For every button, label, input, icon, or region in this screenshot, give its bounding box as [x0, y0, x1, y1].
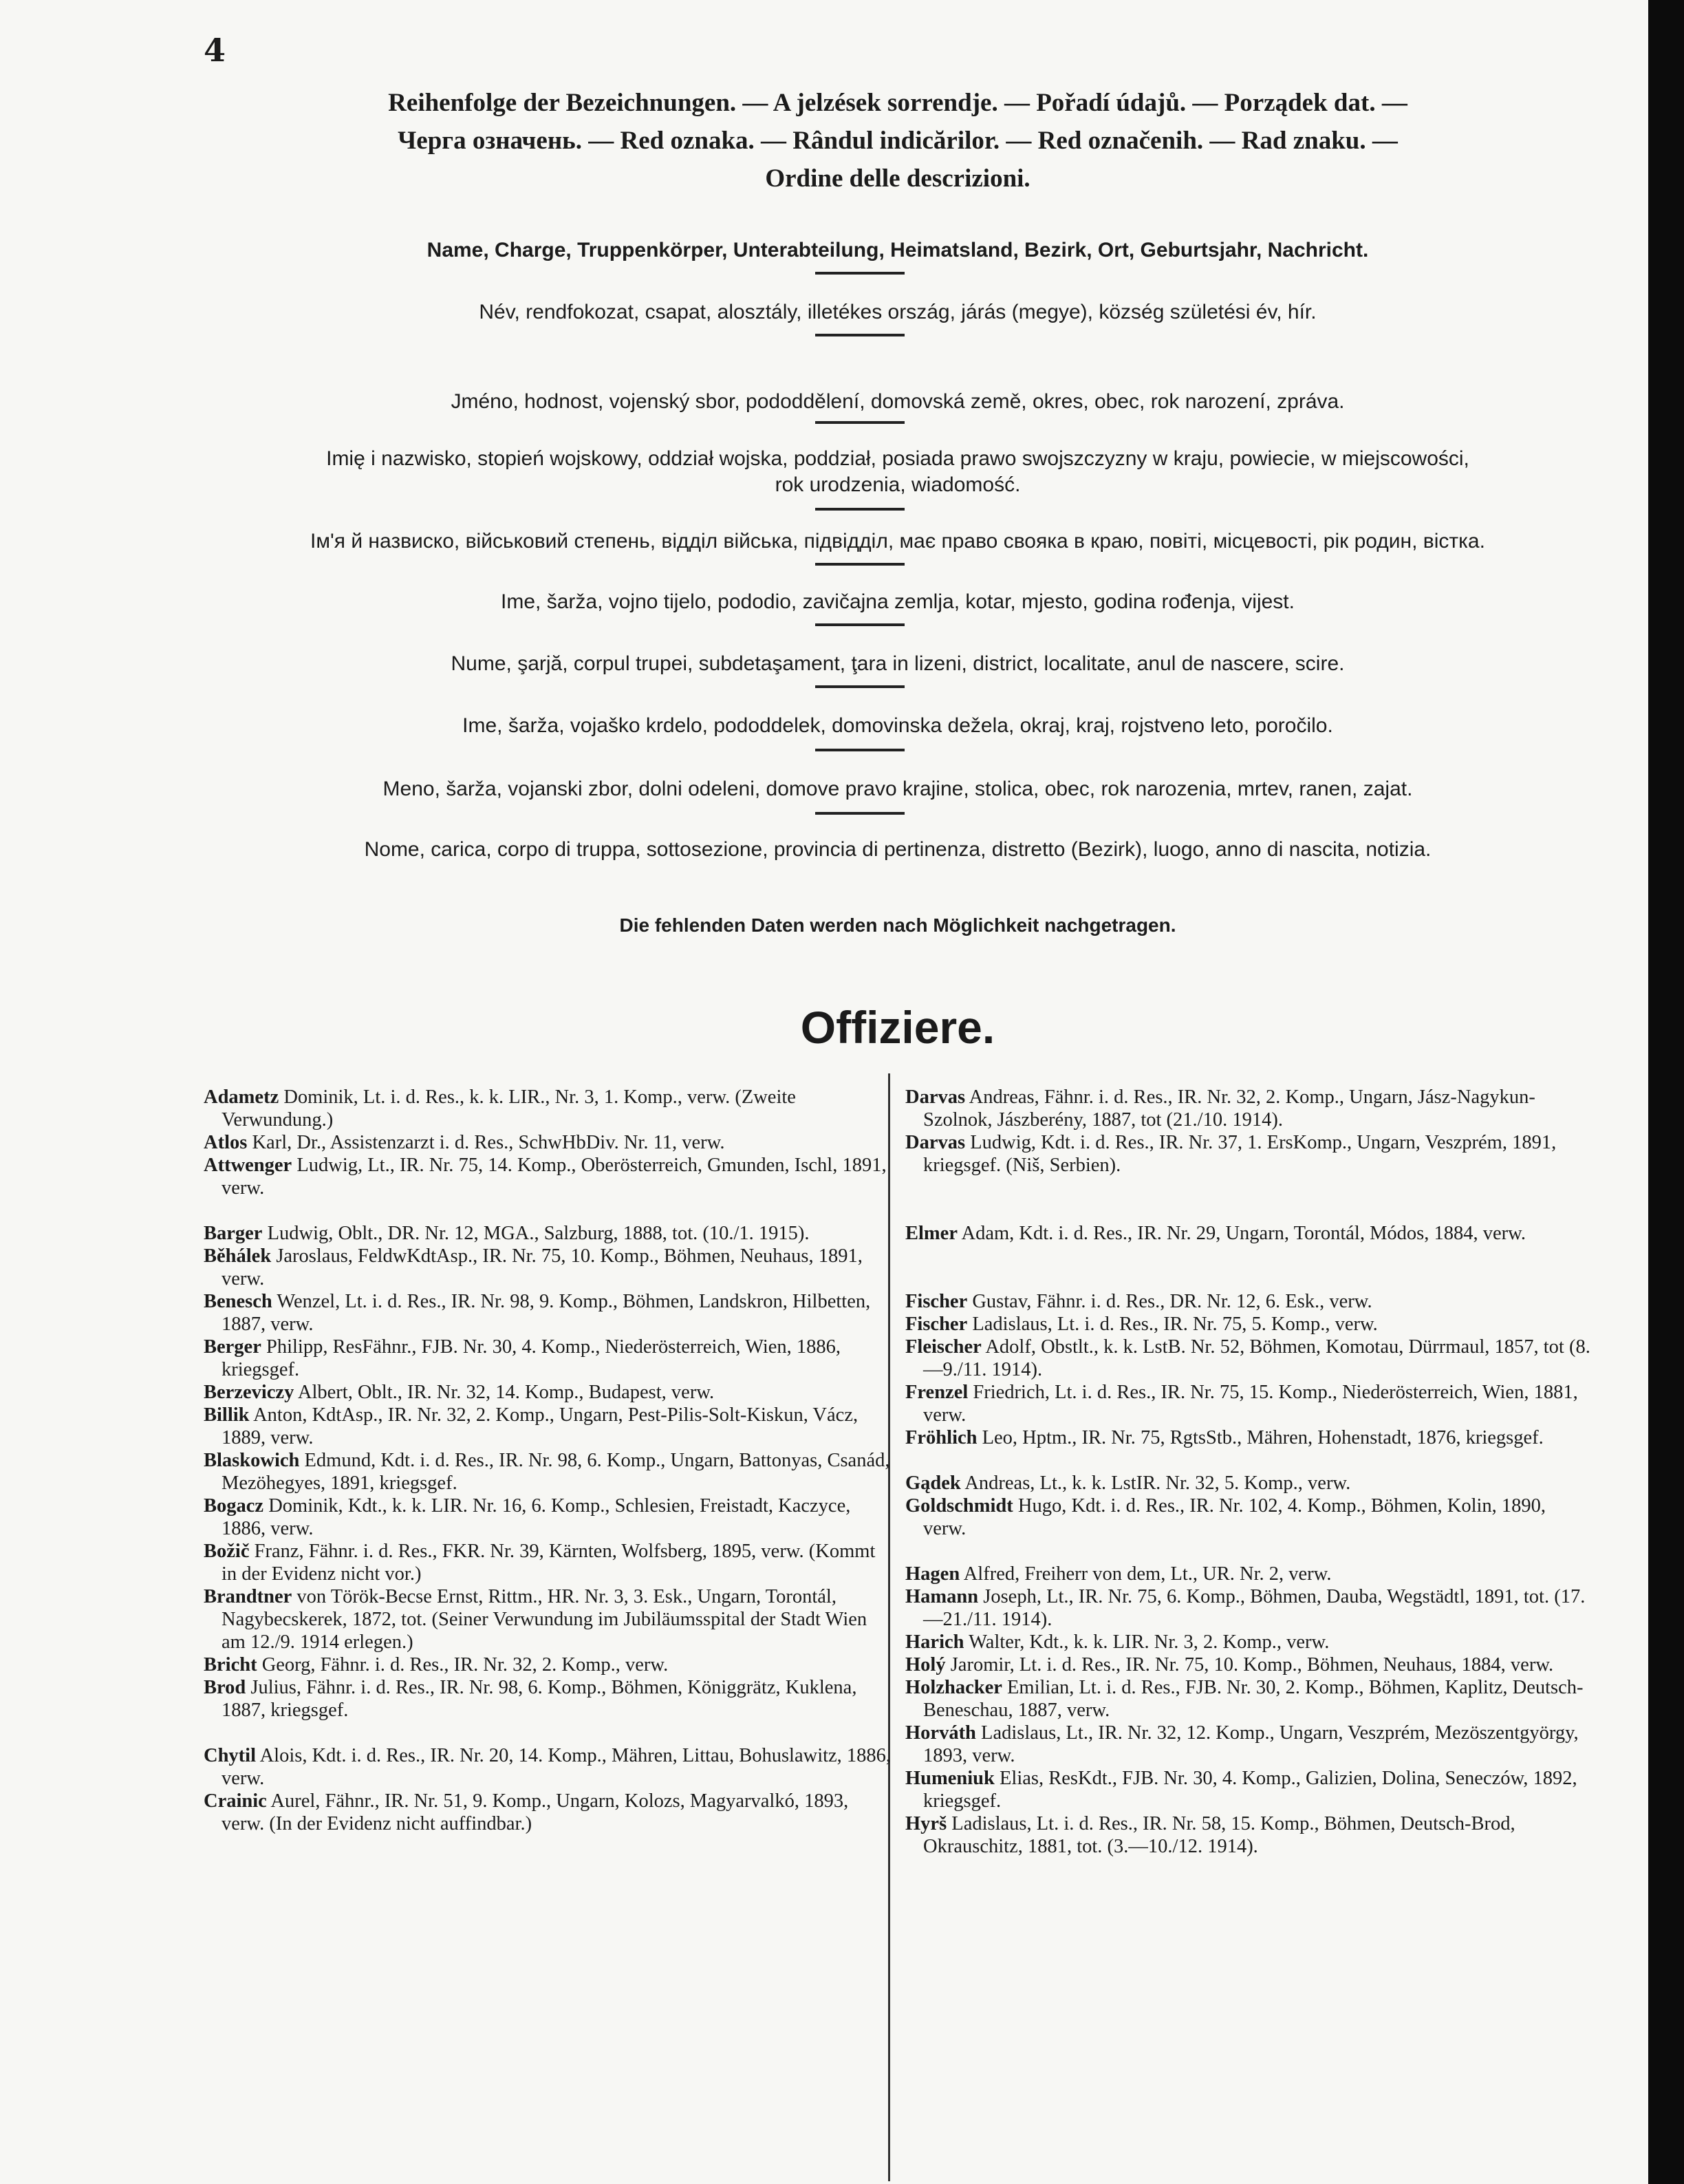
- officer-surname: Darvas: [905, 1086, 966, 1108]
- page-number: 4: [204, 32, 226, 69]
- left-column: [204, 1086, 892, 1835]
- officer-surname: Atlos: [204, 1132, 248, 1153]
- legend-czech: Jméno, hodnost, vojenský sbor, pododdělení, domovská země, okres, obec, rok narození, zpráva.: [451, 390, 1345, 413]
- officer-details: Friedrich, Lt. i. d. Res., IR. Nr. 75, 15. Komp., Niederösterreich, Wien, 1881, verw.: [923, 1382, 1578, 1426]
- officer-entry: [204, 1290, 892, 1336]
- legend-slovak: Meno, šarža, vojanski zbor, dolni odeleni, domove pravo krajine, stolica, obec, rok narozenia, mrtev, ranen, zajat.: [382, 778, 1413, 800]
- officer-surname: Humeniuk: [905, 1768, 995, 1789]
- officer-entry: [905, 1426, 1593, 1449]
- officer-surname: Elmer: [905, 1223, 958, 1244]
- officer-entry: [204, 1154, 892, 1199]
- right-column: [905, 1086, 1593, 1858]
- officer-details: Franz, Fähnr. i. d. Res., FKR. Nr. 39, Kärnten, Wolfsberg, 1895, verw. (Kommt in der Evidenz nicht vor.): [222, 1541, 876, 1585]
- officer-entry: [905, 1290, 1593, 1313]
- entry-gap: [905, 1449, 1593, 1472]
- officer-entry: [905, 1722, 1593, 1767]
- officer-details: Hugo, Kdt. i. d. Res., IR. Nr. 102, 4. Komp., Böhmen, Kolin, 1890, verw.: [923, 1495, 1546, 1539]
- officer-details: Philipp, ResFähnr., FJB. Nr. 30, 4. Komp., Niederösterreich, Wien, 1886, kriegsgef.: [222, 1336, 841, 1380]
- officer-details: Edmund, Kdt. i. d. Res., IR. Nr. 98, 6. Komp., Ungarn, Battonyas, Csanád, Mezöhegyes, 1891, kriegsgef.: [222, 1450, 890, 1494]
- entry-gap: [204, 1199, 892, 1222]
- missing-data-note: Die fehlenden Daten werden nach Möglichkeit nachgetragen.: [619, 914, 1176, 936]
- officer-details: Ludwig, Oblt., DR. Nr. 12, MGA., Salzburg, 1888, tot. (10./1. 1915).: [262, 1223, 810, 1244]
- officer-details: Gustav, Fähnr. i. d. Res., DR. Nr. 12, 6. Esk., verw.: [967, 1291, 1372, 1312]
- officer-entry: [204, 1790, 892, 1835]
- officer-entry: [905, 1585, 1593, 1631]
- legend-romanian: Nume, şarjă, corpul trupei, subdetaşament, ţara in lizeni, district, localitate, anul de nascere, scire.: [451, 652, 1345, 675]
- officer-surname: Harich: [905, 1631, 964, 1653]
- officer-entry: [905, 1563, 1593, 1585]
- separator: [815, 334, 905, 336]
- officer-surname: Horváth: [905, 1722, 976, 1744]
- separator: [815, 272, 905, 275]
- officer-entry: [905, 1313, 1593, 1336]
- officer-surname: Hagen: [905, 1563, 960, 1585]
- officer-details: Jaromir, Lt. i. d. Res., IR. Nr. 75, 10. Komp., Böhmen, Neuhaus, 1884, verw.: [945, 1654, 1554, 1676]
- officer-details: Wenzel, Lt. i. d. Res., IR. Nr. 98, 9. Komp., Böhmen, Landskron, Hilbetten, 1887, verw.: [222, 1291, 871, 1335]
- officer-entry: [204, 1086, 892, 1131]
- officer-details: Ludwig, Lt., IR. Nr. 75, 14. Komp., Oberösterreich, Gmunden, Ischl, 1891, verw.: [222, 1155, 887, 1199]
- officer-details: von Török-Becse Ernst, Rittm., HR. Nr. 3, 3. Esk., Ungarn, Torontál, Nagybecskerek, 1872, tot. (Seiner Verwundung im Jubiläumsspital der Stadt Wien am 12./9. 1914 erlegen.): [222, 1586, 867, 1653]
- legend-slovenian: Ime, šarža, vojaško krdelo, pododdelek, domovinska dežela, okraj, kraj, rojstveno leto, poročilo.: [462, 714, 1333, 737]
- legend-hungarian: Név, rendfokozat, csapat, alosztály, illetékes ország, járás (megye), község születési év, hír.: [479, 301, 1317, 323]
- officer-entry: [905, 1767, 1593, 1812]
- officer-entry: [204, 1744, 892, 1790]
- entry-gap: [905, 1245, 1593, 1290]
- officer-surname: Adametz: [204, 1086, 279, 1108]
- entry-gap: [905, 1540, 1593, 1563]
- officer-entry: [204, 1449, 892, 1495]
- officer-surname: Berger: [204, 1336, 261, 1358]
- officer-entry: [905, 1676, 1593, 1722]
- legend-italian: Nome, carica, corpo di truppa, sottosezione, provincia di pertinenza, distretto (Bezirk), luogo, anno di nascita, notizia.: [364, 838, 1432, 861]
- officer-details: Adam, Kdt. i. d. Res., IR. Nr. 29, Ungarn, Torontál, Módos, 1884, verw.: [957, 1223, 1526, 1244]
- separator: [815, 812, 905, 815]
- officer-details: Andreas, Lt., k. k. LstIR. Nr. 32, 5. Komp., verw.: [960, 1473, 1351, 1494]
- officer-details: Alfred, Freiherr von dem, Lt., UR. Nr. 2, verw.: [960, 1563, 1332, 1585]
- officer-entry: [905, 1631, 1593, 1653]
- entry-gap: [905, 1177, 1593, 1222]
- officer-surname: Darvas: [905, 1132, 966, 1153]
- officer-details: Leo, Hptm., IR. Nr. 75, RgtsStb., Mähren, Hohenstadt, 1876, kriegsgef.: [977, 1427, 1544, 1448]
- legend-croatian: Ime, šarža, vojno tijelo, pododio, zavičajna zemlja, kotar, mjesto, godina rođenja, vijest.: [501, 590, 1295, 613]
- officer-surname: Chytil: [204, 1745, 257, 1766]
- officer-surname: Fröhlich: [905, 1427, 978, 1448]
- officer-surname: Frenzel: [905, 1382, 969, 1403]
- officer-details: Georg, Fähnr. i. d. Res., IR. Nr. 32, 2. Komp., verw.: [257, 1654, 669, 1676]
- header-line-2: Черга означень. — Red oznaka. — Rândul indicărilor. — Red označenih. — Rad znaku. —: [398, 127, 1398, 155]
- officer-surname: Fleischer: [905, 1336, 982, 1358]
- officer-entry: [204, 1540, 892, 1585]
- officer-surname: Crainic: [204, 1790, 267, 1812]
- officer-entry: [204, 1336, 892, 1381]
- officer-details: Ladislaus, Lt., IR. Nr. 32, 12. Komp., Ungarn, Veszprém, Mezöszentgyörgy, 1893, verw.: [923, 1722, 1579, 1766]
- officer-details: Dominik, Kdt., k. k. LIR. Nr. 16, 6. Komp., Schlesien, Freistadt, Kaczyce, 1886, verw.: [222, 1495, 851, 1539]
- officer-surname: Gądek: [905, 1473, 961, 1494]
- officer-entry: [204, 1131, 892, 1154]
- officer-details: Walter, Kdt., k. k. LIR. Nr. 3, 2. Komp., verw.: [964, 1631, 1330, 1653]
- header-line-3: Ordine delle descrizioni.: [765, 164, 1030, 193]
- officer-details: Julius, Fähnr. i. d. Res., IR. Nr. 98, 6. Komp., Böhmen, Königgrätz, Kuklena, 1887, kriegsgef.: [222, 1677, 857, 1721]
- officer-surname: Holzhacker: [905, 1677, 1002, 1698]
- officer-entry: [204, 1676, 892, 1722]
- officer-entry: [204, 1585, 892, 1653]
- officer-entry: [905, 1222, 1593, 1245]
- officer-entry: [905, 1381, 1593, 1426]
- officer-entry: [905, 1472, 1593, 1495]
- officer-details: Adolf, Obstlt., k. k. LstB. Nr. 52, Böhmen, Komotau, Dürrmaul, 1857, tot (8.—9./11. 1914).: [923, 1336, 1590, 1380]
- officer-surname: Holý: [905, 1654, 946, 1676]
- separator: [815, 623, 905, 626]
- officer-surname: Božič: [204, 1541, 250, 1562]
- officer-details: Anton, KdtAsp., IR. Nr. 32, 2. Komp., Ungarn, Pest-Pilis-Solt-Kiskun, Vácz, 1889, verw.: [222, 1404, 859, 1448]
- officer-surname: Bricht: [204, 1654, 257, 1676]
- header-line-1: Reihenfolge der Bezeichnungen. — A jelzések sorrendje. — Pořadí údajů. — Porządek dat. —: [388, 89, 1407, 117]
- separator: [815, 563, 905, 566]
- officer-surname: Fischer: [905, 1291, 968, 1312]
- officer-surname: Attwenger: [204, 1155, 292, 1176]
- separator: [815, 508, 905, 511]
- officer-surname: Blaskowich: [204, 1450, 300, 1471]
- officer-details: Ludwig, Kdt. i. d. Res., IR. Nr. 37, 1. ErsKomp., Ungarn, Veszprém, 1891, kriegsgef. (Niš, Serbien).: [923, 1132, 1557, 1176]
- legend-german: Name, Charge, Truppenkörper, Unterabteilung, Heimatsland, Bezirk, Ort, Geburtsjahr, Nachricht.: [427, 239, 1369, 261]
- officer-surname: Hamann: [905, 1586, 979, 1607]
- legend-polish-2: rok urodzenia, wiadomość.: [775, 473, 1021, 496]
- officer-entry: [204, 1245, 892, 1290]
- separator: [815, 685, 905, 688]
- officer-surname: Billik: [204, 1404, 250, 1426]
- officer-entry: [905, 1812, 1593, 1858]
- legend-polish-1: Imię i nazwisko, stopień wojskowy, oddział wojska, poddział, posiada prawo swojszczyzny w kraju, powiecie, w miejscowości,: [326, 447, 1469, 470]
- officer-details: Dominik, Lt. i. d. Res., k. k. LIR., Nr. 3, 1. Komp., verw. (Zweite Verwundung.): [222, 1086, 796, 1131]
- officer-details: Andreas, Fähnr. i. d. Res., IR. Nr. 32, 2. Komp., Ungarn, Jász-Nagykun-Szolnok, Jászberény, 1887, tot (21./10. 1914).: [923, 1086, 1535, 1131]
- officer-surname: Barger: [204, 1223, 263, 1244]
- officer-entry: [204, 1222, 892, 1245]
- officer-details: Alois, Kdt. i. d. Res., IR. Nr. 20, 14. Komp., Mähren, Littau, Bohuslawitz, 1886, verw.: [222, 1745, 892, 1789]
- officer-details: Elias, ResKdt., FJB. Nr. 30, 4. Komp., Galizien, Dolina, Seneczów, 1892, kriegsgef.: [923, 1768, 1577, 1812]
- officer-details: Emilian, Lt. i. d. Res., FJB. Nr. 30, 2. Komp., Böhmen, Kaplitz, Deutsch-Beneschau, 1887, verw.: [923, 1677, 1584, 1721]
- officer-entry: [204, 1495, 892, 1540]
- officer-details: Ladislaus, Lt. i. d. Res., IR. Nr. 58, 15. Komp., Böhmen, Deutsch-Brod, Okrauschitz, 1881, tot. (3.—10./12. 1914).: [923, 1813, 1515, 1857]
- officer-surname: Běhálek: [204, 1245, 272, 1267]
- officer-surname: Hyrš: [905, 1813, 947, 1834]
- officer-details: Aurel, Fähnr., IR. Nr. 51, 9. Komp., Ungarn, Kolozs, Magyarvalkó, 1893, verw. (In der Evidenz nicht auffindbar.): [222, 1790, 849, 1834]
- separator: [815, 421, 905, 424]
- officer-entry: [905, 1131, 1593, 1177]
- officer-surname: Bogacz: [204, 1495, 264, 1517]
- officer-entry: [905, 1086, 1593, 1131]
- officer-surname: Brandtner: [204, 1586, 292, 1607]
- officer-surname: Brod: [204, 1677, 246, 1698]
- legend-ukrainian: Ім'я й назвиско, військовий степень, відділ війська, підвідділ, має право свояка в краю, повіті, місцевості, рік родин, вістка.: [310, 530, 1485, 553]
- officer-entry: [905, 1336, 1593, 1381]
- officer-surname: Benesch: [204, 1291, 272, 1312]
- officer-surname: Goldschmidt: [905, 1495, 1013, 1517]
- officer-entry: [204, 1653, 892, 1676]
- officer-details: Karl, Dr., Assistenzarzt i. d. Res., SchwHbDiv. Nr. 11, verw.: [247, 1132, 725, 1153]
- officer-details: Ladislaus, Lt. i. d. Res., IR. Nr. 75, 5. Komp., verw.: [967, 1314, 1378, 1335]
- officer-entry: [204, 1404, 892, 1449]
- officer-entry: [204, 1381, 892, 1404]
- officer-entry: [905, 1495, 1593, 1540]
- separator: [815, 749, 905, 751]
- officer-surname: Berzeviczy: [204, 1382, 294, 1403]
- section-title: Offiziere.: [800, 1002, 995, 1053]
- scan-edge: [1648, 0, 1684, 2184]
- officer-details: Jaroslaus, FeldwKdtAsp., IR. Nr. 75, 10. Komp., Böhmen, Neuhaus, 1891, verw.: [222, 1245, 863, 1289]
- officer-details: Joseph, Lt., IR. Nr. 75, 6. Komp., Böhmen, Dauba, Wegstädtl, 1891, tot. (17.—21./11. 1914).: [923, 1586, 1586, 1630]
- officer-entry: [905, 1653, 1593, 1676]
- officer-details: Albert, Oblt., IR. Nr. 32, 14. Komp., Budapest, verw.: [294, 1382, 715, 1403]
- entry-gap: [204, 1722, 892, 1744]
- officer-surname: Fischer: [905, 1314, 968, 1335]
